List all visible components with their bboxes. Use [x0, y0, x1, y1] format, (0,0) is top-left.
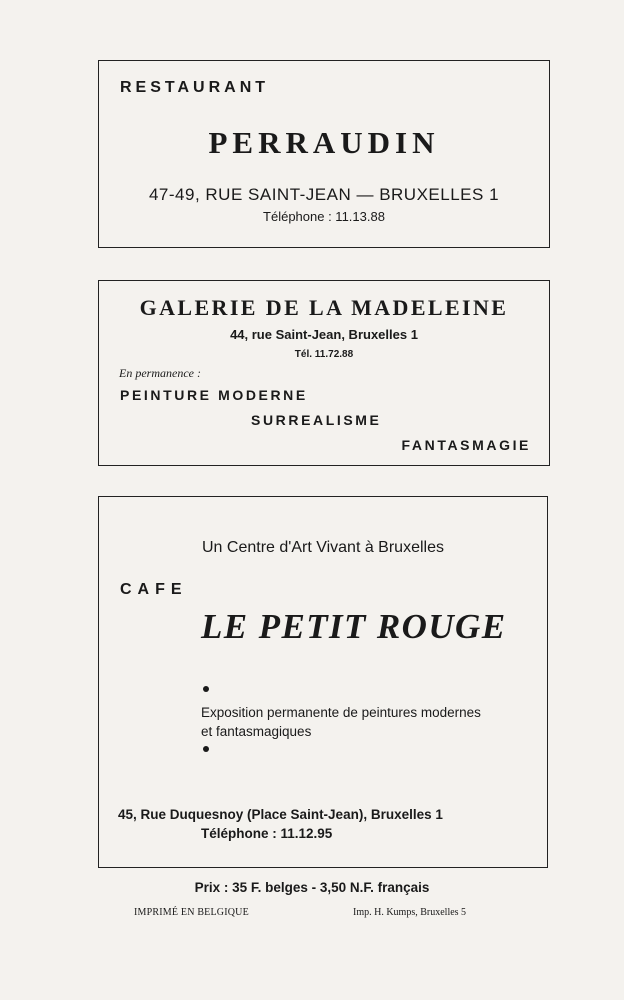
gallery-line-surrealism: SURREALISME	[251, 412, 382, 428]
restaurant-name: PERRAUDIN	[208, 125, 440, 160]
gallery-name: GALERIE DE LA MADELEINE	[139, 295, 509, 320]
cafe-name: LE PETIT ROUGE	[201, 607, 507, 646]
printed-in-note: IMPRIMÉ EN BELGIQUE	[134, 907, 249, 918]
cafe-phone: Téléphone : 11.12.95	[201, 826, 333, 841]
cafe-label: CAFE	[120, 581, 188, 598]
cafe-description-line: et fantasmagiques	[201, 724, 312, 739]
restaurant-label: RESTAURANT	[120, 79, 270, 96]
bullet-icon	[203, 746, 209, 752]
cafe-tagline: Un Centre d'Art Vivant à Bruxelles	[202, 539, 444, 556]
printer-credit: Imp. H. Kumps, Bruxelles 5	[353, 907, 467, 918]
restaurant-advert	[98, 60, 550, 248]
cafe-advert	[98, 496, 548, 868]
restaurant-address: 47-49, RUE SAINT-JEAN — BRUXELLES 1	[148, 185, 500, 204]
gallery-phone: Tél. 11.72.88	[294, 349, 354, 360]
bullet-icon	[203, 686, 209, 692]
gallery-line-fantasmagie: FANTASMAGIE	[401, 437, 531, 453]
gallery-line-modern-painting: PEINTURE MODERNE	[120, 387, 308, 403]
cafe-address: 45, Rue Duquesnoy (Place Saint-Jean), Bruxelles 1	[118, 807, 443, 822]
restaurant-phone: Téléphone : 11.13.88	[263, 209, 385, 224]
price-line: Prix : 35 F. belges - 3,50 N.F. français	[194, 880, 430, 895]
gallery-permanent-label: En permanence :	[119, 366, 201, 380]
cafe-description-line: Exposition permanente de peintures modernes	[201, 705, 481, 720]
gallery-advert	[98, 280, 550, 466]
gallery-address: 44, rue Saint-Jean, Bruxelles 1	[230, 327, 418, 342]
